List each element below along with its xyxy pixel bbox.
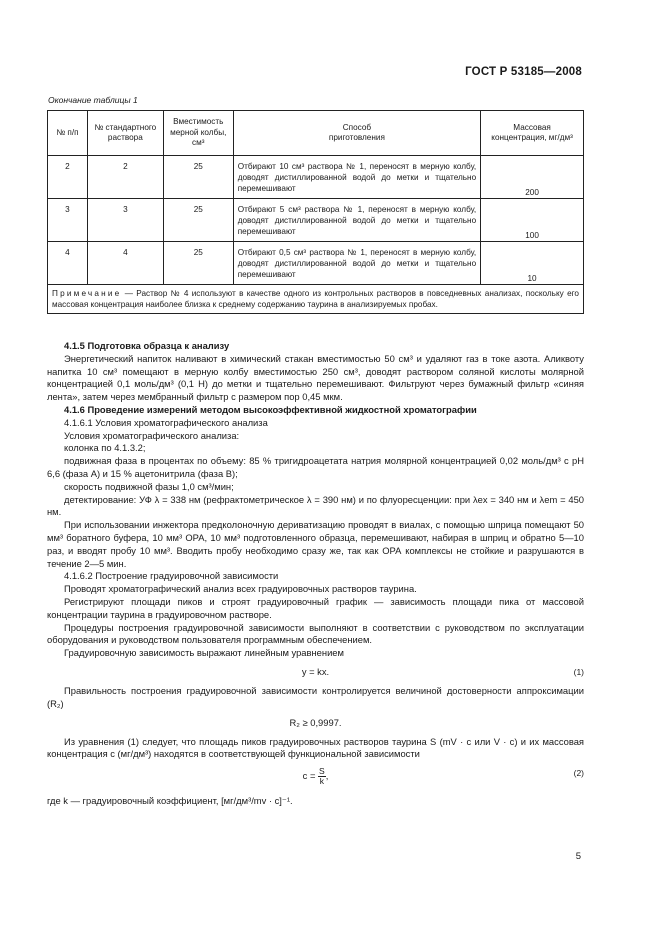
table-caption: Окончание таблицы 1 bbox=[48, 95, 138, 105]
header-capacity: Вместимость мерной колбы, см³ bbox=[163, 111, 233, 156]
paragraph: колонка по 4.1.3.2; bbox=[64, 442, 146, 454]
paragraph: Регистрируют площади пиков и строят градуировочный график — зависимость площади пика от массовой концентрации таурина в градуировочном растворе. bbox=[47, 595, 584, 620]
table-header-row bbox=[48, 111, 584, 156]
paragraph: детектирование: УФ λ = 338 нм (рефрактометрическое λ = 390 нм) и по флуоресценции: при λex = 340 нм и λem = 450 нм. bbox=[47, 493, 584, 518]
standards-table bbox=[47, 110, 584, 314]
cell-num: 2 bbox=[48, 156, 88, 199]
note-text: — Раствор № 4 используют в качестве одного из контрольных растворов в повседневных анализах, поскольку его массовая концентрация наиболее близка к среднему содержанию таурина в анализируемых пробах. bbox=[52, 289, 579, 309]
equation-1-number: (1) bbox=[573, 666, 584, 677]
cell-standard: 3 bbox=[87, 199, 163, 242]
cell-standard: 2 bbox=[87, 156, 163, 199]
cell-concentration: 100 bbox=[481, 199, 584, 242]
paragraph: Процедуры построения градуировочной зависимости выполняют в соответствии с руководством по эксплуатации оборудования и руководством пользователя программным обеспечением. bbox=[47, 621, 584, 646]
cell-standard: 4 bbox=[87, 242, 163, 285]
paragraph: Градуировочную зависимость выражают линейным уравнением bbox=[64, 647, 344, 659]
equation-2-number: (2) bbox=[573, 768, 584, 779]
header-num: № п/п bbox=[48, 111, 88, 156]
header-method: Способ приготовления bbox=[233, 111, 480, 156]
equation-2-expression: c = $\frac{S}{k}$, bbox=[302, 766, 329, 787]
equation-2 bbox=[47, 767, 584, 789]
r2-condition bbox=[47, 717, 584, 730]
subsection-title-4-1-6-1: 4.1.6.1 Условия хроматографического анализа bbox=[64, 416, 268, 428]
table-row bbox=[48, 199, 584, 242]
subsection-title-4-1-6-2: 4.1.6.2 Построение градуировочной зависимости bbox=[64, 570, 279, 582]
cell-method: Отбирают 0,5 см³ раствора № 1, переносят в мерную колбу, доводят дистиллированной водой до метки и тщательно перемешивают bbox=[233, 242, 480, 285]
paragraph: Правильность построения градуировочной зависимости контролируется величиной достоверности аппроксимации (R₂) bbox=[47, 684, 584, 709]
cell-capacity: 25 bbox=[163, 156, 233, 199]
header-standard: № стандартного раствора bbox=[87, 111, 163, 156]
paragraph: Энергетический напиток наливают в химический стакан вместимостью 50 см³ и удаляют газ в токе азота. Аликвоту напитка 10 см³ помещают в мерную колбу вместимостью 250 см³, доводят раствором соляной кислоты молярной концентрацией 0,1 моль/дм³ (0,1 Н) до метки и тщательно перемешивают. Фильтруют через бумажный фильтр «синяя лента», затем через мембранный фильтр с размером пор 0,45 мкм. bbox=[47, 352, 584, 403]
paragraph: где k — градуировочный коэффициент, [мг/дм³/mv · c]⁻¹. bbox=[47, 795, 293, 807]
paragraph: Из уравнения (1) следует, что площадь пиков градуировочных растворов таурина S (mV · c или V · c) и их массовая концентрация c (мг/дм³) находятся в соответствующей функциональной зависимости bbox=[47, 735, 584, 760]
paragraph: подвижная фаза в процентах по объему: 85 % тригидроацетата натрия молярной концентрацией 0,02 моль/дм³ с рН 6,6 (фаза А) и 15 % ацетонитрила (фаза В); bbox=[47, 455, 584, 479]
cell-method: Отбирают 5 см³ раствора № 1, переносят в мерную колбу, доводят дистиллированной водой до метки и тщательно перемешивают bbox=[233, 199, 480, 242]
cell-concentration: 10 bbox=[481, 242, 584, 285]
cell-capacity: 25 bbox=[163, 242, 233, 285]
cell-capacity: 25 bbox=[163, 199, 233, 242]
paragraph: скорость подвижной фазы 1,0 см³/мин; bbox=[64, 480, 234, 492]
table-note bbox=[48, 285, 584, 314]
table-row bbox=[48, 242, 584, 285]
cell-method: Отбирают 10 см³ раствора № 1, переносят в мерную колбу, доводят дистиллированной водой до метки и тщательно перемешивают bbox=[233, 156, 480, 199]
paragraph: При использовании инжектора предколоночную дериватизацию проводят в виалах, с помощью шприца помещают 50 мм³ боратного буфера, 10 мм³ ОРА, 10 мм³ подготовленного образца, перемешивают, набирая в шприц и обратно 5—10 раз, и вводят пробу 10 мм³. Вводить пробу необходимо сразу же, так как ОРА комплексы не стойкие и разрушаются в течение 2—5 мин. bbox=[47, 519, 584, 569]
equation-1-expression: y = kx. bbox=[301, 665, 330, 677]
fraction: $\frac{S}{k}$ bbox=[319, 766, 325, 787]
cell-concentration: 200 bbox=[481, 156, 584, 199]
page-number: 5 bbox=[575, 851, 581, 862]
section-title-4-1-6: 4.1.6 Проведение измерений методом высокоэффективной жидкостной хроматографии bbox=[64, 403, 477, 415]
document-body bbox=[47, 340, 584, 808]
cell-num: 3 bbox=[48, 199, 88, 242]
section-title-4-1-5: 4.1.5 Подготовка образца к анализу bbox=[64, 340, 230, 351]
r2-condition-expression: R₂ ≥ 0,9997. bbox=[289, 716, 342, 728]
table-note-row bbox=[48, 285, 584, 314]
table-row bbox=[48, 156, 584, 199]
paragraph: Проводят хроматографический анализ всех градуировочных растворов таурина. bbox=[64, 583, 417, 595]
header-concentration: Массовая концентрация, мг/дм³ bbox=[481, 111, 584, 156]
cell-num: 4 bbox=[48, 242, 88, 285]
note-label: Примечание bbox=[52, 289, 122, 298]
paragraph: Условия хроматографического анализа: bbox=[64, 429, 240, 441]
document-code: ГОСТ Р 53185—2008 bbox=[465, 66, 582, 78]
equation-1 bbox=[47, 666, 584, 679]
